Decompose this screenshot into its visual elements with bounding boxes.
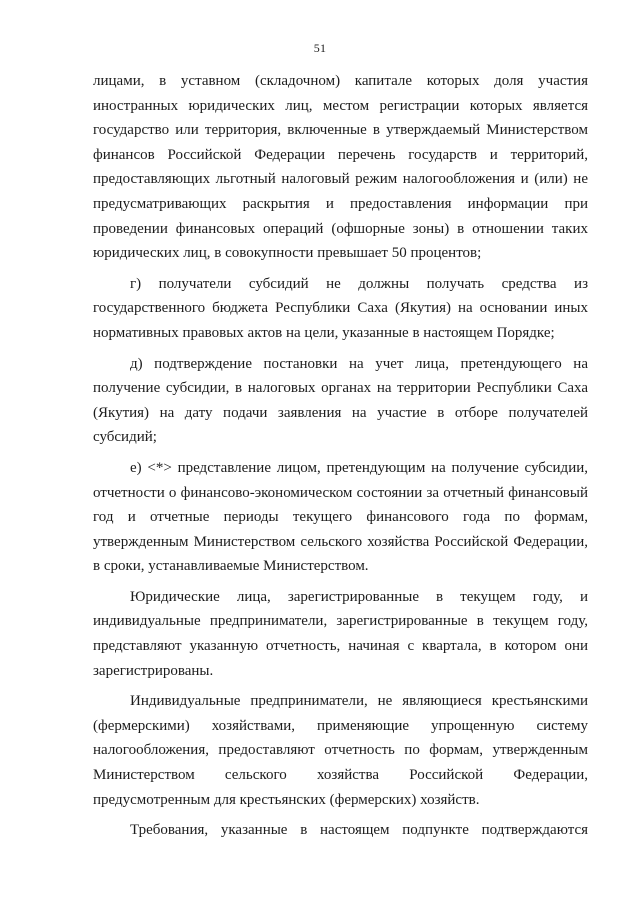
text-line: предоставляющих льготный налоговый режим налогообложения и (или) не	[93, 171, 588, 188]
text-line: иностранных юридических лиц, местом регистрации которых является	[93, 97, 588, 114]
paragraph-item-e	[93, 456, 588, 579]
text-line: нормативных правовых актов на цели, указанные в настоящем Порядке;	[93, 324, 555, 341]
text-line: отчетности о финансово-экономическом состоянии за отчетный финансовый	[93, 484, 588, 501]
text-line: субсидий;	[93, 429, 157, 446]
text-line: юридических лиц, в совокупности превышает 50 процентов;	[93, 245, 482, 262]
text-line: зарегистрированы.	[93, 662, 214, 679]
text-line: Требования, указанные в настоящем подпункте подтверждаются	[130, 822, 588, 839]
body-text	[93, 69, 588, 843]
text-line: год и отчетные периоды текущего финансового года по формам,	[93, 509, 588, 526]
text-line: представляют указанную отчетность, начиная с квартала, в котором они	[93, 638, 588, 655]
paragraph-requirements	[93, 818, 588, 843]
text-line: Индивидуальные предприниматели, не являющиеся крестьянскими	[130, 693, 588, 710]
text-line: (Якутия) на дату подачи заявления на участие в отборе получателей	[93, 404, 588, 421]
text-line: финансов Российской Федерации перечень государств и территорий,	[93, 146, 588, 163]
text-line: в сроки, устанавливаемые Министерством.	[93, 558, 369, 575]
text-line: г) получатели субсидий не должны получать средства из	[130, 275, 588, 292]
text-line: государство или территория, включенные в утверждаемый Министерством	[93, 122, 588, 139]
text-line: д) подтверждение постановки на учет лица, претендующего на	[130, 355, 588, 372]
text-line: Юридические лица, зарегистрированные в текущем году, и	[130, 588, 588, 605]
text-line: налогообложения, предоставляют отчетность по формам, утвержденным	[93, 742, 588, 759]
text-line: е) <*> представление лицом, претендующим на получение субсидии,	[130, 459, 588, 476]
text-line: лицами, в уставном (складочном) капитале которых доля участия	[93, 73, 588, 89]
text-line: получение субсидии, в налоговых органах на территории Республики Саха	[93, 380, 588, 397]
text-line: утвержденным Министерством сельского хозяйства Российской Федерации,	[93, 533, 588, 550]
text-line: проведении финансовых операций (офшорные зоны) в отношении таких	[93, 220, 588, 237]
page-number: 51	[313, 41, 327, 55]
paragraph-individual-entrepreneurs	[93, 689, 588, 812]
text-line: предусматривающих раскрытия и предоставления информации при	[93, 195, 588, 212]
paragraph-continuation	[93, 69, 588, 266]
paragraph-legal-entities	[93, 585, 588, 683]
paragraph-item-g	[93, 272, 588, 346]
text-line: государственного бюджета Республики Саха (Якутия) на основании иных	[93, 300, 588, 317]
text-line: (фермерскими) хозяйствами, применяющие упрощенную систему	[93, 717, 588, 734]
paragraph-item-d	[93, 352, 588, 450]
text-line: индивидуальные предприниматели, зарегистрированные в текущем году,	[93, 613, 588, 630]
text-line: Министерством сельского хозяйства Российской Федерации,	[93, 767, 588, 784]
text-line: предусмотренным для крестьянских (фермерских) хозяйств.	[93, 791, 480, 808]
